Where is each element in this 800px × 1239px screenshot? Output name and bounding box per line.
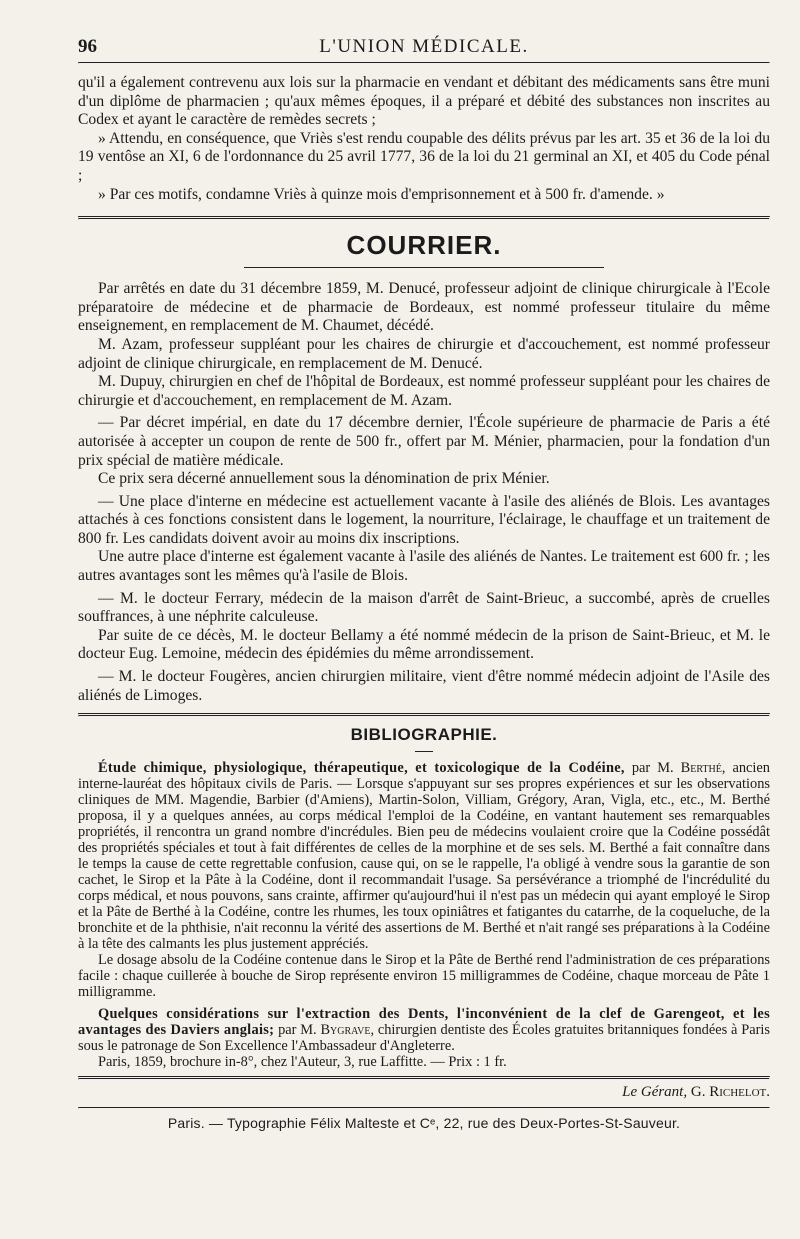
courrier-paragraph: Ce prix sera décerné annuellement sous la dénomination de prix Ménier. (98, 470, 550, 488)
courrier-paragraph: — M. le docteur Fougères, ancien chirurgien militaire, vient d'être nommé médecin adjoint de l'Asile des aliénés de Limoges. (78, 668, 770, 704)
courrier-paragraph: M. Azam, professeur suppléant pour les chaires de chirurgie et d'accouchement, est nommé professeur adjoint de clinique chirurgicale, en remplacement de M. Denucé. (78, 335, 770, 372)
courrier-paragraph: Une autre place d'interne est également vacante à l'asile des aliénés de Nantes. Le traitement est 600 fr. ; les autres avantages sont les mêmes qu'à l'asile de Blois. (78, 548, 770, 585)
entry-text: , ancien interne-lauréat des hôpitaux civils de Paris. — Lorsque s'appuyant sur ses propres expériences et sur les observations cliniques de MM. Magendie, Barbier (d'Amiens), Martin-Solon, Villiam, Grégory, Aran, Vigla, etc., etc., M. Berthé proposa, il y a quelques années, au corps médical l'emploi de la Codéine, en vantant hautement ses remarquables propriétés, il rencontra un grand nombre d'incrédules. Bien peu de médecins voulaient croire que la Codéine possédât des propriétés spéciales et tout à fait différentes de celles de la morphine et de ses sels. M. Berthé a fait connaître dans le temps la cause de cette regrettable confusion, cause qui, on se le rappelle, l'a obligé à vendre sous la garantie de son cachet, le Sirop et la Pâte à la Codéine, dont il recommandait l'usage. Sa persévérance a triomphé de l'incrédulité du corps médical, et nous pouvons, sans crainte, affirmer qu'aujourd'hui il n'est pas un médecin qui ayant employé le Sirop et la Pâte de Berthé à la Codéine, contre les rhumes, les toux opiniâtres et fatigantes du catarrhe, de la coqueluche, de la bronchite et de la phthisie, n'ait reconnu la vérité des assertions de M. Berthé et n'ait rangé ses préparations à la Codéine à la tête des calmants les plus justement appréciés. (78, 760, 770, 953)
book-title: Étude chimique, physiologique, thérapeutique, et toxicologique de la Codéine, (98, 760, 625, 777)
signature-label: Le Gérant, (622, 1084, 688, 1101)
author-name: Bygrave (320, 1022, 371, 1039)
bibliography-entry (78, 1006, 770, 1054)
running-title: L'UNION MÉDICALE. (319, 36, 529, 57)
bibliography-paragraph: Le dosage absolu de la Codéine contenue dans le Sirop et la Pâte de Berthé rend l'administration de ces préparations facile : chaque cuillerée à bouche de Sirop représente environ 15 milligrammes de Codéine, chaque morceau de Pâte 1 milligramme. (78, 952, 770, 1001)
signature (78, 1084, 770, 1101)
intro-paragraph: » Par ces motifs, condamne Vriès à quinze mois d'emprisonnement et à 500 fr. d'amende. » (98, 185, 665, 203)
page-header (78, 0, 770, 62)
page-number: 96 (78, 36, 97, 57)
intro-paragraph: » Attendu, en conséquence, que Vriès s'est rendu coupable des délits prévus par les art. 35 et 36 de la loi du 19 ventôse an XI, 6 de l'ordonnance du 25 avril 1777, 36 de la loi du 21 germinal an XI, et 405 du Code pénal ; (78, 129, 770, 184)
courrier-paragraph: Par suite de ce décès, M. le docteur Bellamy a été nommé médecin de la prison de Saint-Brieuc, et M. le docteur Eug. Lemoine, médecin des épidémies du même arrondissement. (78, 626, 770, 663)
courrier-rule (244, 267, 604, 268)
bibliography-paragraph: Paris, 1859, brochure in-8°, chez l'Auteur, 3, rue Laffitte. — Prix : 1 fr. (98, 1054, 507, 1071)
printer-imprint: Paris. — Typographie Félix Malteste et Cᵉ, 22, rue des Deux-Portes-St-Sauveur. (167, 1115, 681, 1132)
author-name: Berthé (680, 760, 722, 777)
section-divider (78, 1076, 770, 1080)
courrier-paragraph: M. Dupuy, chirurgien en chef de l'hôpital de Bordeaux, est nommé professeur suppléant pour les chaires de chirurgie et d'accouchement, en remplacement de M. Azam. (78, 373, 770, 409)
author-prefix: par M. (631, 760, 674, 777)
author-prefix: par M. (278, 1022, 317, 1039)
courrier-paragraph: — Par décret impérial, en date du 17 décembre dernier, l'École supérieure de pharmacie de Paris a été autorisée à accepter un coupon de rente de 500 fr., offert par M. Ménier, pharmacien, pour la fondation d'un prix spécial de matière médicale. (78, 414, 770, 469)
bibliographie-heading: BIBLIOGRAPHIE. (350, 725, 498, 745)
footer-rule (78, 1107, 770, 1109)
courrier-paragraph: Par arrêtés en date du 31 décembre 1859, M. Denucé, professeur adjoint de clinique chirurgicale à l'Ecole préparatoire de médecine et de pharmacie de Bordeaux, est nommé professeur titulaire du même enseignement, en remplacement de M. Chaumet, décédé. (78, 280, 770, 335)
bibliographie-rule (415, 751, 433, 752)
courrier-heading: COURRIER. (346, 230, 502, 261)
book-title: Quelques considérations sur l'extraction des Dents, l'inconvénient de la clef de Garengeot, et les avantages des Daviers anglais; (78, 1006, 770, 1039)
entry-text: , chirurgien dentiste des Écoles gratuites britanniques fondées à Paris sous le patronage de Son Excellence l'Ambassadeur d'Angleterre. (78, 1022, 770, 1055)
signature-name: G. Richelot. (690, 1084, 770, 1101)
courrier-paragraph: — Une place d'interne en médecine est actuellement vacante à l'asile des aliénés de Blois. Les avantages attachés à ces fonctions consistent dans le logement, la nourriture, l'éclairage, le chauffage et un traitement de 800 fr. Les candidats doivent avoir au moins dix inscriptions. (78, 492, 770, 547)
section-divider (78, 713, 770, 717)
bibliography-entry (78, 760, 770, 952)
intro-paragraph: qu'il a également contrevenu aux lois sur la pharmacie en vendant et débitant des médicaments sans être muni d'un diplôme de pharmacien ; qu'aux mêmes époques, il a préparé et débité des substances non inscrites au Codex et ayant le caractère de remèdes secrets ; (78, 74, 770, 129)
courrier-paragraph: — M. le docteur Ferrary, médecin de la maison d'arrêt de Saint-Brieuc, a succombé, après de cruelles souffrances, à une néphrite calculeuse. (78, 589, 770, 626)
section-divider (78, 216, 770, 220)
